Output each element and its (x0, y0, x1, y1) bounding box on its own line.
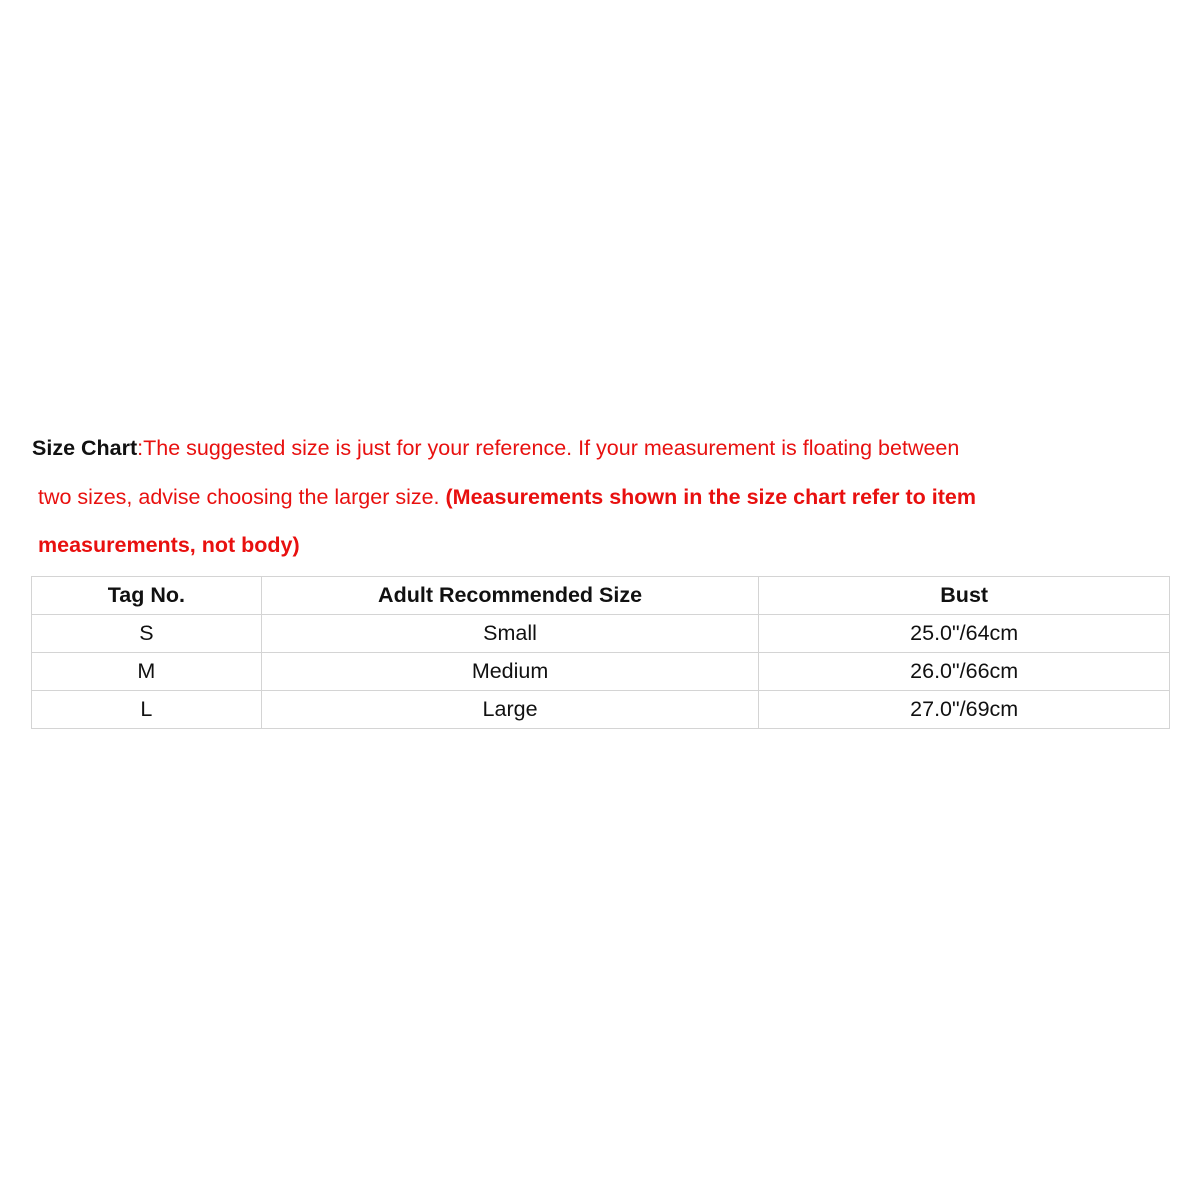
heading-colon: : (137, 436, 144, 460)
cell-bust: 25.0"/64cm (759, 615, 1170, 653)
intro-line-1 (32, 424, 1072, 473)
intro-line-2 (32, 473, 1072, 522)
measurement-disclaimer-part2: measurements, not body) (38, 533, 300, 557)
cell-adult-size: Large (261, 691, 759, 729)
header-tag-no: Tag No. (32, 577, 262, 615)
intro-note-text: The suggested size is just for your reference. If your measurement is floating between (143, 436, 960, 460)
cell-adult-size: Small (261, 615, 759, 653)
intro-advice-text: two sizes, advise choosing the larger size. (38, 484, 446, 509)
cell-tag-no: L (32, 691, 262, 729)
cell-tag-no: M (32, 653, 262, 691)
cell-bust: 27.0"/69cm (759, 691, 1170, 729)
header-bust: Bust (759, 577, 1170, 615)
header-adult-recommended-size: Adult Recommended Size (261, 577, 759, 615)
table-header-row (32, 577, 1170, 615)
table-row (32, 653, 1170, 691)
table-row (32, 615, 1170, 653)
cell-adult-size: Medium (261, 653, 759, 691)
cell-tag-no: S (32, 615, 262, 653)
cell-bust: 26.0"/66cm (759, 653, 1170, 691)
size-chart-table (31, 576, 1170, 729)
table-row (32, 691, 1170, 729)
size-chart-intro (32, 424, 1072, 570)
measurement-disclaimer-part1: (Measurements shown in the size chart refer to item (445, 484, 976, 509)
size-chart-heading: Size Chart (32, 436, 138, 460)
